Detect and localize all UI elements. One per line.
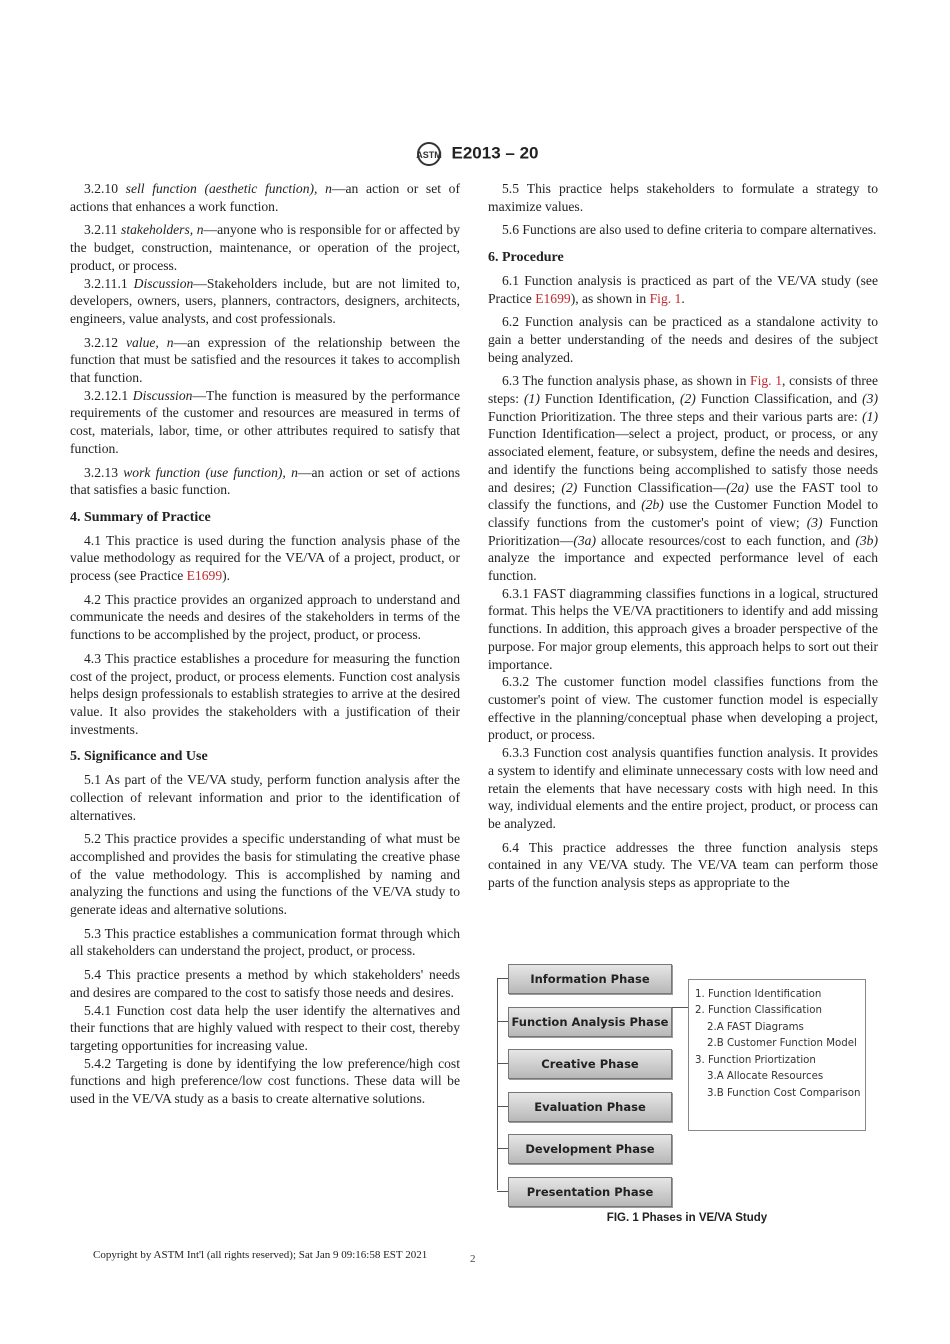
text-run: —The function is measured by the performance requirements of the customer and resources are measured in terms of cost, materials, labor, time, or other attributes required to satisfy that function. bbox=[70, 387, 461, 456]
italic-term: (3a) bbox=[573, 532, 596, 548]
paragraph bbox=[488, 673, 878, 744]
function-step: 3.A Allocate Resources bbox=[707, 1071, 824, 1083]
text-run: Function Identification, bbox=[539, 391, 680, 407]
phase-box: Function Analysis Phase bbox=[508, 1007, 672, 1037]
paragraph bbox=[488, 313, 878, 366]
italic-term: (2) bbox=[679, 391, 696, 407]
italic-term: (3b) bbox=[855, 532, 878, 548]
text-run: 5.4.1 Function cost data help the user identify the alternatives and their functions that are highly valued with respect to their cost, thereby targeting opportunities for increasing value. bbox=[70, 1002, 460, 1053]
text-run: ). bbox=[222, 568, 231, 584]
designation: E2013 – 20 bbox=[451, 143, 539, 163]
function-step: 3.B Function Cost Comparison bbox=[707, 1087, 861, 1099]
text-run: 3.2.13 bbox=[84, 464, 124, 480]
text-run: 6.3.3 Function cost analysis quantifies function analysis. It provides a system to identify and eliminate unnecessary costs with low need and retain the elements that have necessary costs with high need. In this way, individual elements and the entire project, product, or process can be analyzed. bbox=[488, 745, 878, 831]
text-run: 6.2 Function analysis can be practiced as a standalone activity to gain a better understanding of the needs and desires of the subject being analyzed. bbox=[488, 314, 878, 365]
paragraph bbox=[488, 221, 878, 239]
text-run: —an action or set of actions that enhances a work function. bbox=[70, 181, 461, 214]
italic-term: (1) bbox=[862, 408, 878, 424]
text-run: 5.4 This practice presents a method by which stakeholders' needs and desires are compared to the cost to satisfy those needs and desires. bbox=[70, 967, 460, 1000]
paragraph bbox=[488, 744, 878, 833]
text-run: 4.1 This practice is used during the function analysis phase of the value methodology as required for the VE/VA of a project, product, or process (see Practice bbox=[70, 532, 460, 584]
italic-term: Discussion bbox=[133, 275, 194, 291]
function-step: 2. Function Classification bbox=[695, 1005, 822, 1017]
paragraph bbox=[70, 334, 460, 387]
paragraph bbox=[488, 585, 878, 674]
text-run: 6.3.2 The customer function model classifies functions from the customer's point of view. The customer function model is especially effective in the planning/conceptual phase when developing a project, product, or process. bbox=[488, 674, 878, 743]
phase-box: Information Phase bbox=[508, 964, 672, 994]
copyright-footer: Copyright by ASTM Int'l (all rights reserved); Sat Jan 9 09:16:58 EST 2021 bbox=[93, 1249, 428, 1261]
text-run: allocate resources/cost to each function, and bbox=[595, 532, 856, 548]
text-run: 5.6 Functions are also used to define criteria to compare alternatives. bbox=[502, 222, 877, 238]
reference-link[interactable]: E1699 bbox=[186, 568, 223, 584]
text-run: use the Customer Function Model to classify functions from the customer's point of view; bbox=[488, 497, 878, 530]
italic-term: (2) bbox=[561, 479, 578, 495]
text-run: 5.3 This practice establishes a communication format through which all stakeholders can understand the project, product, or process. bbox=[70, 925, 460, 959]
paragraph bbox=[488, 272, 878, 307]
italic-term: work function (use function), n bbox=[123, 464, 298, 480]
text-run: 5.4.2 Targeting is done by identifying the low preference/high cost functions and high preference/low cost functions. These data will be used in the VE/VA study as a basis to create alternative solutions. bbox=[70, 1055, 460, 1107]
function-steps-box bbox=[688, 979, 866, 1131]
svg-text:ASTM: ASTM bbox=[415, 150, 442, 160]
paragraph bbox=[70, 221, 460, 274]
reference-link[interactable]: Fig. 1 bbox=[649, 290, 682, 306]
function-step: 2.B Customer Function Model bbox=[707, 1037, 857, 1049]
paragraph bbox=[70, 925, 460, 960]
italic-term: sell function (aesthetic function), n bbox=[125, 181, 332, 196]
paragraph bbox=[70, 1002, 460, 1055]
italic-term: (2b) bbox=[641, 497, 664, 513]
text-run: ), as shown in bbox=[570, 290, 650, 306]
text-run: Function Prioritization. The three steps and their various parts are: bbox=[488, 408, 863, 424]
text-run: 4.3 This practice establishes a procedure for measuring the function cost of the project, product, or process elements. Function cost analysis helps design professionals to establish strategies to arrive at the desired value. It also provides the stakeholders with a justification of their investments. bbox=[70, 650, 460, 737]
text-run: 3.2.12.1 bbox=[84, 387, 133, 403]
text-run: 5.1 As part of the VE/VA study, perform function analysis after the collection of relevant information and prior to the identification of alternatives. bbox=[70, 772, 460, 823]
connector-line bbox=[497, 978, 498, 1190]
italic-term: (3) bbox=[862, 391, 878, 407]
text-run: analyze the importance and expected performance level of each function. bbox=[488, 550, 878, 584]
paragraph bbox=[70, 650, 460, 739]
italic-term: (1) bbox=[524, 391, 540, 407]
paragraph bbox=[70, 180, 460, 215]
text-run: Function Identification—select a project, product, or process, or any associated element, feature, or subsystem, define the needs and desires, and identify the functions being accomplished to satisfy those needs and desires; bbox=[488, 426, 878, 495]
paragraph bbox=[70, 966, 460, 1001]
text-run: , consists of three steps: bbox=[488, 373, 878, 407]
paragraph bbox=[488, 839, 878, 892]
paragraph bbox=[70, 591, 460, 644]
paragraph bbox=[70, 464, 460, 499]
section-heading: 6. Procedure bbox=[488, 250, 564, 266]
phase-box: Creative Phase bbox=[508, 1049, 672, 1079]
text-run: 5.2 This practice provides a specific understanding of what must be accomplished and provides the basis for stimulating the creative phase of the value methodology. This is accomplished by naming and analyzing the functions and using the functions of the VE/VA study to generate ideas and alternative solutions. bbox=[70, 831, 460, 918]
italic-term: (3) bbox=[806, 514, 823, 530]
right-column bbox=[488, 180, 878, 892]
figure-caption: FIG. 1 Phases in VE/VA Study bbox=[606, 1212, 768, 1224]
italic-term: Discussion bbox=[132, 387, 193, 403]
paragraph bbox=[70, 532, 460, 585]
text-run: 3.2.12 bbox=[84, 334, 126, 350]
text-run: Function Classification, and bbox=[695, 391, 863, 407]
text-run: Function Classification— bbox=[577, 479, 727, 495]
paragraph bbox=[70, 1055, 460, 1108]
function-step: 1. Function Identification bbox=[695, 989, 822, 1000]
left-column bbox=[70, 180, 460, 1108]
page-header bbox=[0, 142, 950, 166]
text-run: —anyone who is responsible for or affected by the budget, construction, maintenance, or operation of the project, product, or process. bbox=[70, 222, 460, 273]
text-run: 3.2.10 bbox=[84, 181, 126, 196]
text-run: 3.2.11 bbox=[84, 222, 122, 238]
text-run: —an action or set of actions that satisfies a basic function. bbox=[70, 464, 460, 498]
paragraph bbox=[488, 372, 878, 584]
astm-logo-icon bbox=[412, 142, 446, 166]
phase-box: Evaluation Phase bbox=[508, 1092, 672, 1122]
text-run: . bbox=[681, 290, 685, 306]
phase-box: Development Phase bbox=[508, 1134, 672, 1164]
reference-link[interactable]: Fig. 1 bbox=[750, 373, 783, 389]
phase-box: Presentation Phase bbox=[508, 1177, 672, 1207]
connector-line bbox=[672, 1007, 688, 1008]
text-run: 6.4 This practice addresses the three function analysis steps contained in any VE/VA study. The VE/VA team can perform those parts of the function analysis steps as appropriate to the bbox=[488, 839, 878, 891]
text-run: 6.3.1 FAST diagramming classifies functions in a logical, structured format. This helps the VE/VA practitioners to identify and add missing functions. In addition, this approach gives a broader perspective of the purpose. For major group elements, this approach helps to sort out their importance. bbox=[488, 585, 878, 672]
page-number: 2 bbox=[470, 1253, 476, 1265]
text-run: 3.2.11.1 bbox=[84, 275, 134, 291]
paragraph bbox=[70, 275, 460, 328]
text-run: 5.5 This practice helps stakeholders to formulate a strategy to maximize values. bbox=[488, 181, 878, 214]
text-run: 6.3 The function analysis phase, as shown in bbox=[502, 373, 751, 389]
paragraph bbox=[70, 771, 460, 824]
text-run: 4.2 This practice provides an organized approach to understand and communicate the needs and desires of the stakeholders in terms of the functions to be accomplished by the project, product, or process. bbox=[70, 591, 460, 643]
text-run: —an expression of the relationship between the function that must be satisfied and the resources it takes to accomplish that function. bbox=[70, 334, 460, 386]
text-run: Function Prioritization— bbox=[488, 514, 878, 548]
paragraph bbox=[70, 387, 460, 458]
section-heading: 5. Significance and Use bbox=[70, 749, 208, 765]
italic-term: stakeholders, n bbox=[121, 222, 204, 238]
reference-link[interactable]: E1699 bbox=[535, 290, 571, 306]
figure-1 bbox=[492, 960, 882, 1235]
italic-term: (2a) bbox=[726, 479, 749, 495]
text-run: 6.1 Function analysis is practiced as part of the VE/VA study (see Practice bbox=[488, 272, 878, 306]
paragraph bbox=[70, 830, 460, 919]
italic-term: value, n bbox=[125, 334, 174, 350]
function-step: 3. Function Priortization bbox=[695, 1055, 816, 1067]
text-run: —Stakeholders include, but are not limited to, developers, owners, users, planners, contractors, designers, architects, engineers, value analysts, and cost professionals. bbox=[70, 275, 460, 326]
section-heading: 4. Summary of Practice bbox=[70, 509, 211, 525]
paragraph bbox=[488, 180, 878, 215]
text-run: use the FAST tool to classify the functions, and bbox=[488, 479, 878, 513]
function-step: 2.A FAST Diagrams bbox=[707, 1021, 804, 1033]
